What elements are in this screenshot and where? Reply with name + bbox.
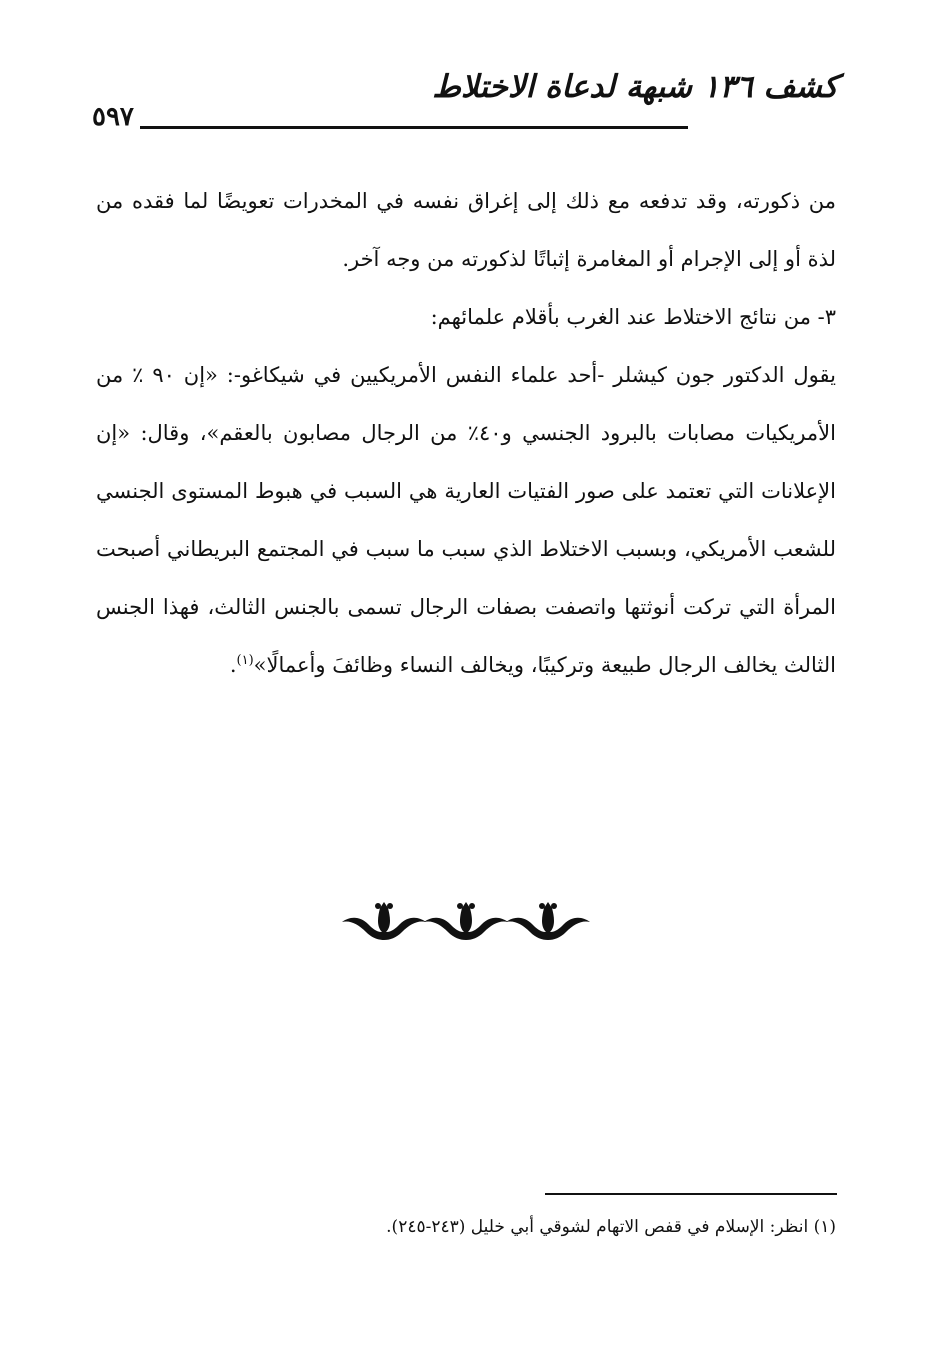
book-title: كشف ١٣٦ شبهة لدعاة الاختلاط [432, 69, 838, 105]
footnote: (١) انظر: الإسلام في قفص الاتهام لشوقي أبي خليل (٢٤٣-٢٤٥). [386, 1217, 836, 1237]
header-rule [140, 126, 688, 129]
footnote-marker: (١) [236, 653, 254, 668]
floral-ornament-icon [340, 898, 590, 944]
paragraph-quote [96, 346, 836, 694]
quote-end: . [229, 653, 237, 677]
main-text [96, 172, 836, 694]
section-heading: ٣- من نتائج الاختلاط عند الغرب بأقلام علمائهم: [430, 305, 836, 329]
quote-text: يقول الدكتور جون كيشلر -أحد علماء النفس الأمريكيين في شيكاغو-: «إن ٩٠ ٪ من الأمريكيات مصابات بالبرود الجنسي و٤٠٪ من الرجال مصابون بالعقم»، وقال: «إن الإعلانات التي تعتمد على صور الفتيات العارية هي السبب في هبوط المستوى الجنسي للشعب الأمريكي، وبسبب الاختلاط الذي سبب ما سبب في المجتمع البريطاني أصبحت المرأة التي تركت أنوثتها واتصفت بصفات الرجال تسمى بالجنس الثالث، فهذا الجنس الثالث يخالف الرجال طبيعة وتركيبًا، ويخالف النساء وظائفَ وأعمالًا» [96, 363, 836, 677]
page-number: ٥٩٧ [92, 102, 134, 132]
paragraph-1: من ذكورته، وقد تدفعه مع ذلك إلى إغراق نفسه في المخدرات تعويضًا لما فقده من لذة أو إلى الإجرام أو المغامرة إثباتًا لذكورته من وجه آخر. [96, 189, 836, 271]
footnote-separator [545, 1193, 837, 1195]
page-header [90, 70, 838, 132]
